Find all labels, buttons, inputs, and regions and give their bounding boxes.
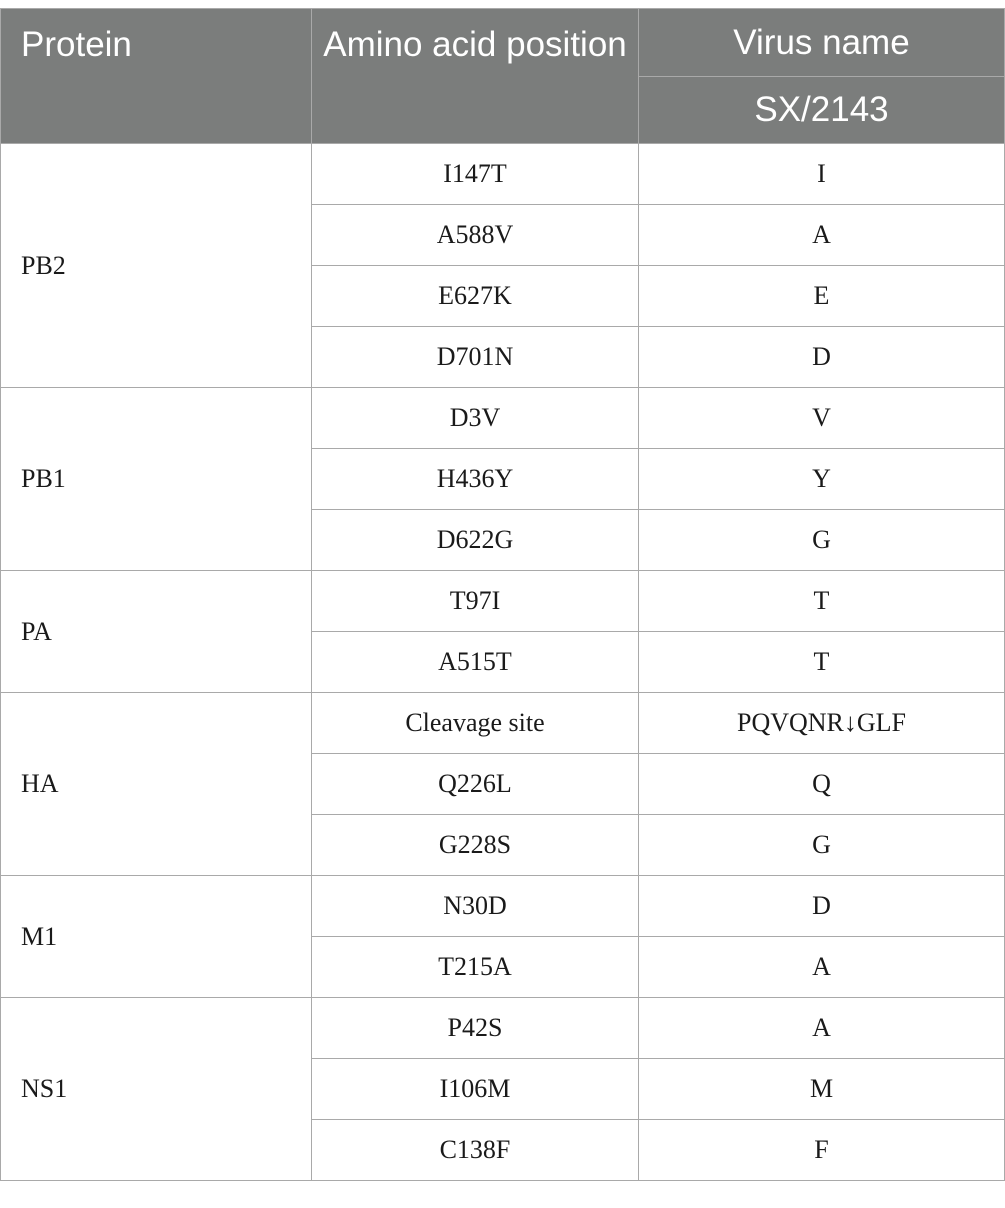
position-cell: A588V [312, 205, 639, 266]
residue-cell: M [639, 1059, 1005, 1120]
residue-cell: E [639, 266, 1005, 327]
protein-cell: PA [1, 571, 312, 693]
position-cell: T97I [312, 571, 639, 632]
residue-cell: PQVQNR↓GLF [639, 693, 1005, 754]
residue-cell: G [639, 815, 1005, 876]
position-cell: A515T [312, 632, 639, 693]
position-cell: D701N [312, 327, 639, 388]
position-cell: G228S [312, 815, 639, 876]
residue-cell: Y [639, 449, 1005, 510]
position-cell: N30D [312, 876, 639, 937]
table-row [1, 876, 1005, 937]
protein-cell: PB2 [1, 144, 312, 388]
position-cell: D622G [312, 510, 639, 571]
position-cell: H436Y [312, 449, 639, 510]
table-row [1, 144, 1005, 205]
residue-cell: T [639, 571, 1005, 632]
table-row [1, 998, 1005, 1059]
residue-cell: V [639, 388, 1005, 449]
header-strain: SX/2143 [639, 77, 1005, 144]
protein-cell: HA [1, 693, 312, 876]
residue-cell: G [639, 510, 1005, 571]
residue-cell: A [639, 205, 1005, 266]
table-row [1, 388, 1005, 449]
position-cell: I106M [312, 1059, 639, 1120]
table-body [1, 144, 1005, 1181]
header-protein: Protein [1, 9, 312, 144]
protein-cell: PB1 [1, 388, 312, 571]
position-cell: Q226L [312, 754, 639, 815]
residue-cell: A [639, 998, 1005, 1059]
residue-cell: F [639, 1120, 1005, 1181]
residue-cell: A [639, 937, 1005, 998]
protein-cell: M1 [1, 876, 312, 998]
table-header [1, 9, 1005, 144]
position-cell: E627K [312, 266, 639, 327]
mutation-table [0, 8, 1005, 1181]
position-cell: Cleavage site [312, 693, 639, 754]
header-amino-acid-position: Amino acid position [312, 9, 639, 144]
position-cell: D3V [312, 388, 639, 449]
residue-cell: D [639, 876, 1005, 937]
position-cell: T215A [312, 937, 639, 998]
protein-cell: NS1 [1, 998, 312, 1181]
residue-cell: Q [639, 754, 1005, 815]
position-cell: P42S [312, 998, 639, 1059]
position-cell: C138F [312, 1120, 639, 1181]
table-row [1, 693, 1005, 754]
header-virus-name: Virus name [639, 9, 1005, 77]
residue-cell: T [639, 632, 1005, 693]
residue-cell: I [639, 144, 1005, 205]
position-cell: I147T [312, 144, 639, 205]
table-row [1, 571, 1005, 632]
residue-cell: D [639, 327, 1005, 388]
